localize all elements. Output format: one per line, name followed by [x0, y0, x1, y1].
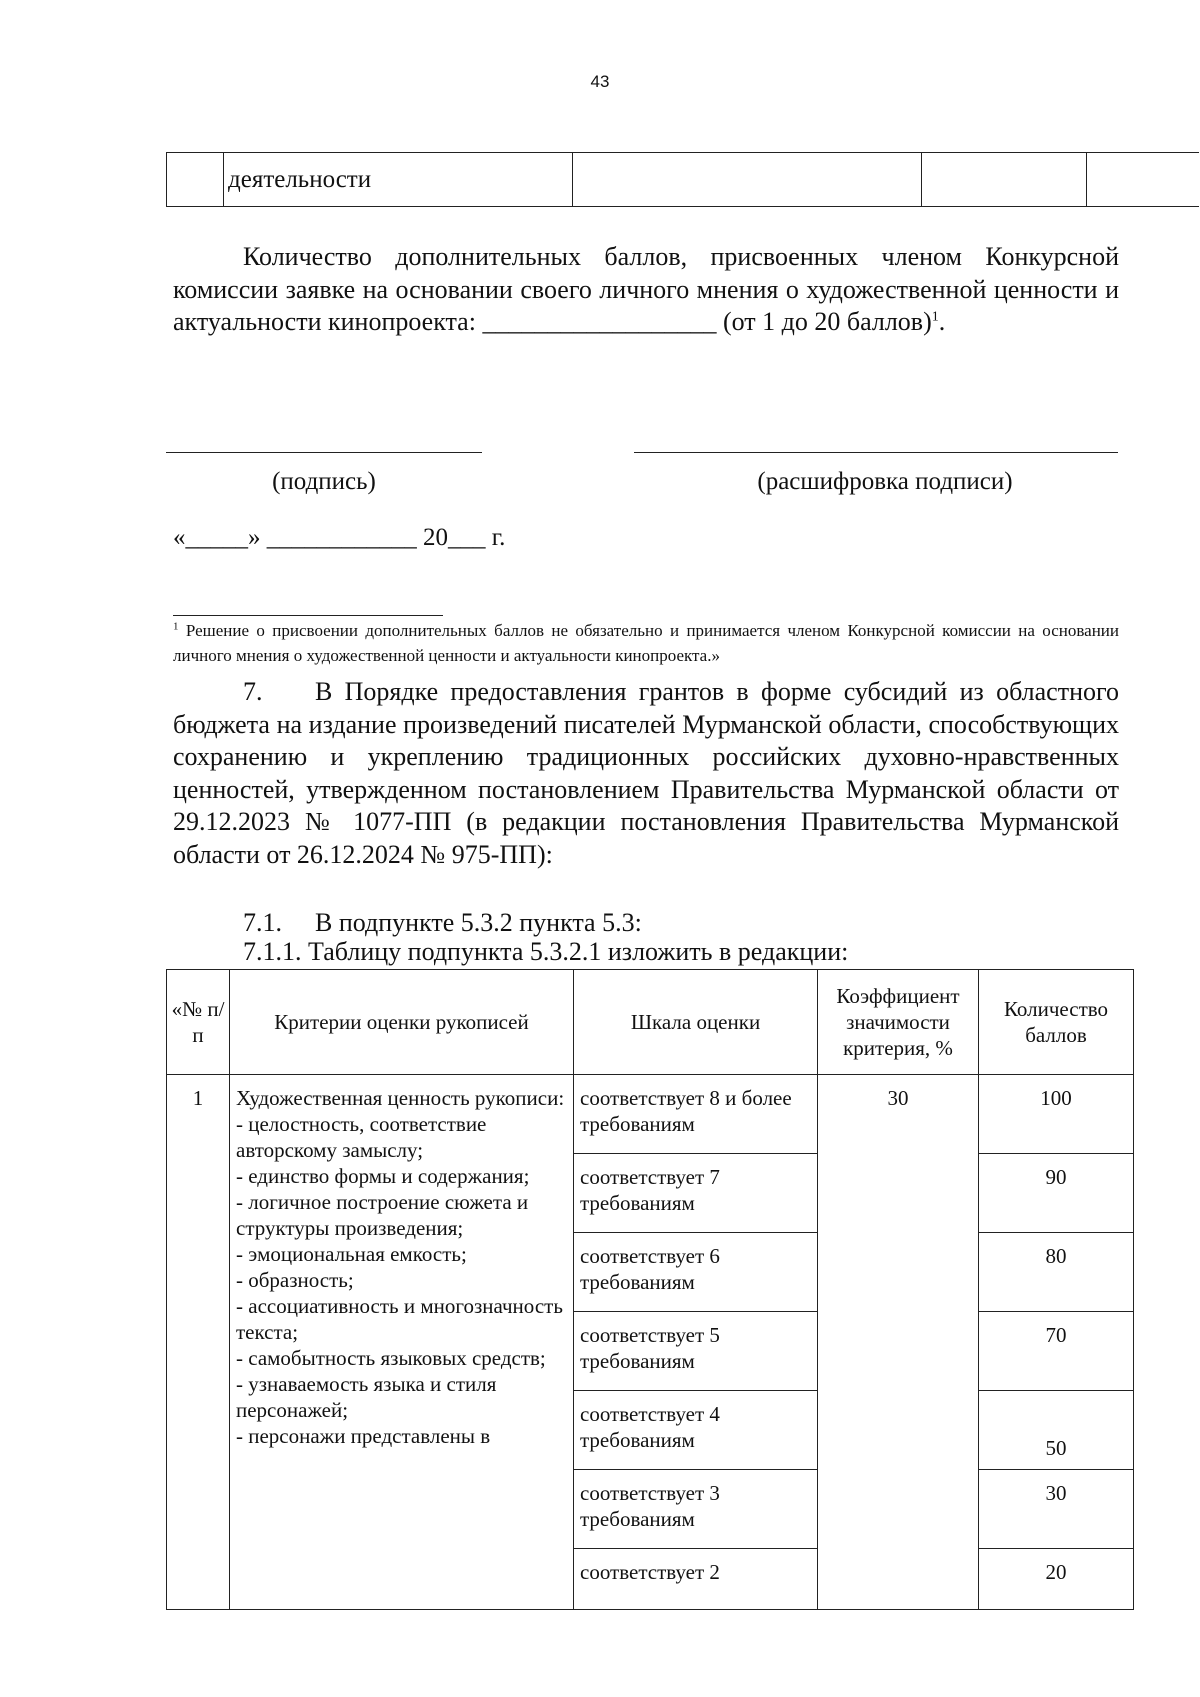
criteria-item: - логичное построение сюжета и структуры произведения;: [236, 1190, 529, 1240]
fragment-cell-2: деятельности: [224, 153, 573, 207]
signature-name-caption: (расшифровка подписи): [757, 468, 1013, 495]
scale-cell: соответствует 8 и более требованиям: [574, 1075, 818, 1154]
fragment-cell-5: [1087, 153, 1199, 207]
header-criteria: Критерии оценки рукописей: [230, 970, 574, 1075]
page-number: 43: [590, 72, 610, 91]
date-line: «_____» ____________ 20___ г.: [173, 524, 506, 551]
points-cell: 20: [979, 1549, 1134, 1610]
clause-7-1-1: 7.1.1. Таблицу подпункта 5.3.2.1 изложить в редакции:: [243, 937, 849, 966]
criteria-item: - эмоциональная емкость;: [236, 1242, 467, 1266]
criteria-cell: [230, 1075, 574, 1610]
scale-cell: соответствует 6 требованиям: [574, 1233, 818, 1312]
criteria-item: - единство формы и содержания;: [236, 1164, 530, 1188]
points-cell: 30: [979, 1470, 1134, 1549]
weight-cell: 30: [818, 1075, 979, 1610]
header-scale: Шкала оценки: [574, 970, 818, 1075]
scale-cell: соответствует 2: [574, 1549, 818, 1610]
clause-7-number: 7.: [243, 677, 263, 706]
criteria-item: - целостность, соответствие авторскому замыслу;: [236, 1112, 487, 1162]
header-weight: Коэффициент значимости критерия, %: [818, 970, 979, 1075]
signature-caption: (подпись): [272, 468, 376, 495]
signature-name-line: [634, 452, 1118, 453]
fragment-cell-4: [922, 153, 1087, 207]
criteria-item: - ассоциативность и многозначность текста;: [236, 1294, 563, 1344]
scale-cell: соответствует 7 требованиям: [574, 1154, 818, 1233]
footnote: $^1$ Решение о присвоении дополнительных баллов не обязательно и принимается членом Конкурсной комиссии на основании личного мнения о художественной ценности и актуальности кинопроекта.»: [173, 620, 1119, 665]
scale-cell: соответствует 3 требованиям: [574, 1470, 818, 1549]
footnote-separator: [173, 615, 443, 616]
continued-table-fragment: [166, 152, 1199, 207]
fragment-cell-3: [573, 153, 922, 207]
row-number: 1: [167, 1075, 230, 1610]
criteria-title: Художественная ценность рукописи:: [236, 1086, 565, 1110]
criteria-item: - самобытность языковых средств;: [236, 1346, 546, 1370]
criteria-item: - образность;: [236, 1268, 354, 1292]
header-points: Количество баллов: [979, 970, 1134, 1075]
criteria-table: [166, 969, 1134, 1610]
clause-7-1: 7.1. В подпункте 5.3.2 пункта 5.3:: [243, 908, 642, 937]
additional-points-paragraph: Количество дополнительных баллов, присвоенных членом Конкурсной комиссии заявке на основании своего личного мнения о художественной ценности и актуальности кинопроекта: __________________ (от 1 до 20 баллов)$^1$.: [173, 242, 1119, 336]
table-row: [167, 1075, 1134, 1154]
criteria-item: - узнаваемость языка и стиля персонажей;: [236, 1372, 497, 1422]
criteria-item: - персонажи представлены в: [236, 1424, 491, 1448]
table-header-row: [167, 970, 1134, 1075]
points-cell: 50: [979, 1391, 1134, 1470]
scale-cell: соответствует 5 требованиям: [574, 1312, 818, 1391]
points-cell: 70: [979, 1312, 1134, 1391]
fragment-cell-1: [167, 153, 224, 207]
points-cell: 100: [979, 1075, 1134, 1154]
footnote-reference: 1: [931, 309, 939, 325]
scale-cell: соответствует 4 требованиям: [574, 1391, 818, 1470]
clause-7: 7. В Порядке предоставления грантов в форме субсидий из областного бюджета на издание произведений писателей Мурманской области, способствующих сохранению и укреплению традиционных российских духовно-нравственных ценностей, утвержденном постановлением Правительства Мурманской области от 29.12.2023 № 1077-ПП (в редакции постановления Правительства Мурманской области от 26.12.2024 № 975-ПП):: [173, 677, 1119, 869]
points-cell: 80: [979, 1233, 1134, 1312]
signature-line: [166, 452, 482, 453]
header-number: «№ п/п: [167, 970, 230, 1075]
points-cell: 90: [979, 1154, 1134, 1233]
